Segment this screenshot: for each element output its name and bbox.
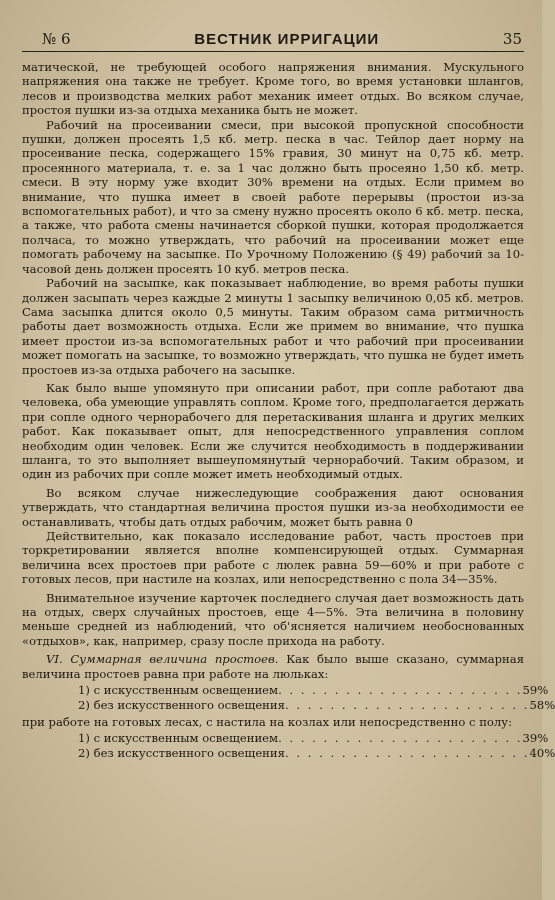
list-item-value: 59% <box>522 683 549 698</box>
section-heading: VI. Суммарная величина простоев. <box>46 652 279 667</box>
list-item <box>22 746 555 761</box>
list-item <box>22 731 549 746</box>
paragraph: матической, не требующей особого напряжения внимания. Мускульного напряжения она также не требует. Кроме того, во время установки шлангов, лесов и производства мелких работ механик имеет отдых. Во всяком случае, простоя пушки из-за отдыха механика быть не может. <box>22 60 524 118</box>
list-item-label: 2) без искусственного освещения <box>78 698 285 713</box>
leader-dots: . . . . . . . . . . . . . . . . . . . . . . <box>284 746 530 761</box>
list-item-label: 1) с искусственным освещением <box>78 731 279 746</box>
section-paragraph <box>22 652 524 681</box>
paragraph: при работе на готовых лесах, с настила на козлах или непосредственно с полу: <box>22 715 513 730</box>
paragraph: Рабочий на просеивании смеси, при высокой пропускной способности пушки, должен просеять 1,5 кб. метр. песка в час. Тейлор дает норму на просеивание песка, содержащего 15% гравия, 30 минут на 0,75 кб. метр. просеянного материала, т. е. за 1 час должно быть просеяно 1,50 кб. метр. смеси. В эту норму уже входит 30% времени на отдых. Если примем во внимание, что пушка имеет в своей работе перерывы (простои из-за вспомогательных работ), и что за смену нужно просеять около 6 кб. метр. песка, а также, что работа смены начинается сборкой пушки, которая продолжается полчаса, то можно утверждать, что рабочий на просеивании может еще помогать рабочему на засыпке. По Урочному Положению (§ 49) рабочий за 10-часовой день должен просеять 10 куб. метров песка. <box>22 117 524 276</box>
paragraph: Во всяком случае нижеследующие соображения дают основания утверждать, что стандартная величина простоя пушки из-за необходимости ее останавливать, чтобы дать отдых рабочим, может быть равна 0 <box>22 485 524 529</box>
paragraph: Рабочий на засыпке, как показывает наблюдение, во время работы пушки должен засыпать через каждые 2 минуты 1 засыпку величиною 0,05 кб. метров. Сама засыпка длится около 0,5 минуты. Таким образом сама ритмичность работы дает возможность отдыха. Если же примем во внимание, что пушка имеет простои из-за вспомогательных работ и что рабочий при просеивании может помогать на засыпке, то возможно утверждать, что пушка не будет иметь простоев из-за отдыха рабочего на засыпке. <box>22 276 524 377</box>
journal-title: ВЕСТНИК ИРРИГАЦИИ <box>194 31 380 48</box>
leader-dots: . . . . . . . . . . . . . . . . . . . . . . <box>278 683 523 698</box>
list-scaffolding <box>22 731 555 761</box>
list-item-value: 58% <box>529 698 555 713</box>
leader-dots: . . . . . . . . . . . . . . . . . . . . . . <box>278 731 523 746</box>
issue-number: № 6 <box>42 30 71 48</box>
list-item-label: 2) без искусственного освещения <box>78 746 285 761</box>
paragraph: Внимательное изучение карточек последнего случая дает возможность дать на отдых, сверх случайных простоев, еще 4—5%. Эта величина в половину меньше средней из наблюдений, что об'ясняется наличием необоснованных «отдыхов», как, например, сразу после прихода на работу. <box>22 590 524 648</box>
paragraph: Как было выше упомянуто при описании работ, при сопле работают два человека, оба умеющие управлять соплом. Кроме того, предполагается держать при сопле одного чернорабочего для перетаскивания шланга и других мелких работ. Как показывает опыт, для непосредственного управления соплом необходим один человек. Если же случится необходимость в поддерживании шланга, то это выполняет вышеупомянутый чернорабочий. Таким образом, и один из рабочих при сопле может иметь необходимый отдых. <box>22 380 524 482</box>
list-item <box>22 683 549 698</box>
list-item <box>22 698 555 713</box>
leader-dots: . . . . . . . . . . . . . . . . . . . . . . <box>284 698 530 713</box>
list-item-value: 39% <box>522 731 549 746</box>
section-text: Как было выше сказано, суммарная величина простоев равна при работе на люльках: <box>22 652 525 681</box>
article-body <box>22 60 555 761</box>
page-number: 35 <box>502 30 522 48</box>
running-header <box>22 30 524 52</box>
paragraph: Действительно, как показало исследование работ, часть простоев при торкретировании является вполне компенсирующей отдых. Суммарная величина всех простоев при работе с люлек равна 59—60% и при работе с готовых лесов, при настиле на козлах, или непосредственно с пола 34—35%. <box>22 529 524 587</box>
list-suspended-cradles <box>22 683 555 713</box>
list-item-value: 40% <box>529 746 555 761</box>
list-item-label: 1) с искусственным освещением <box>78 683 279 698</box>
